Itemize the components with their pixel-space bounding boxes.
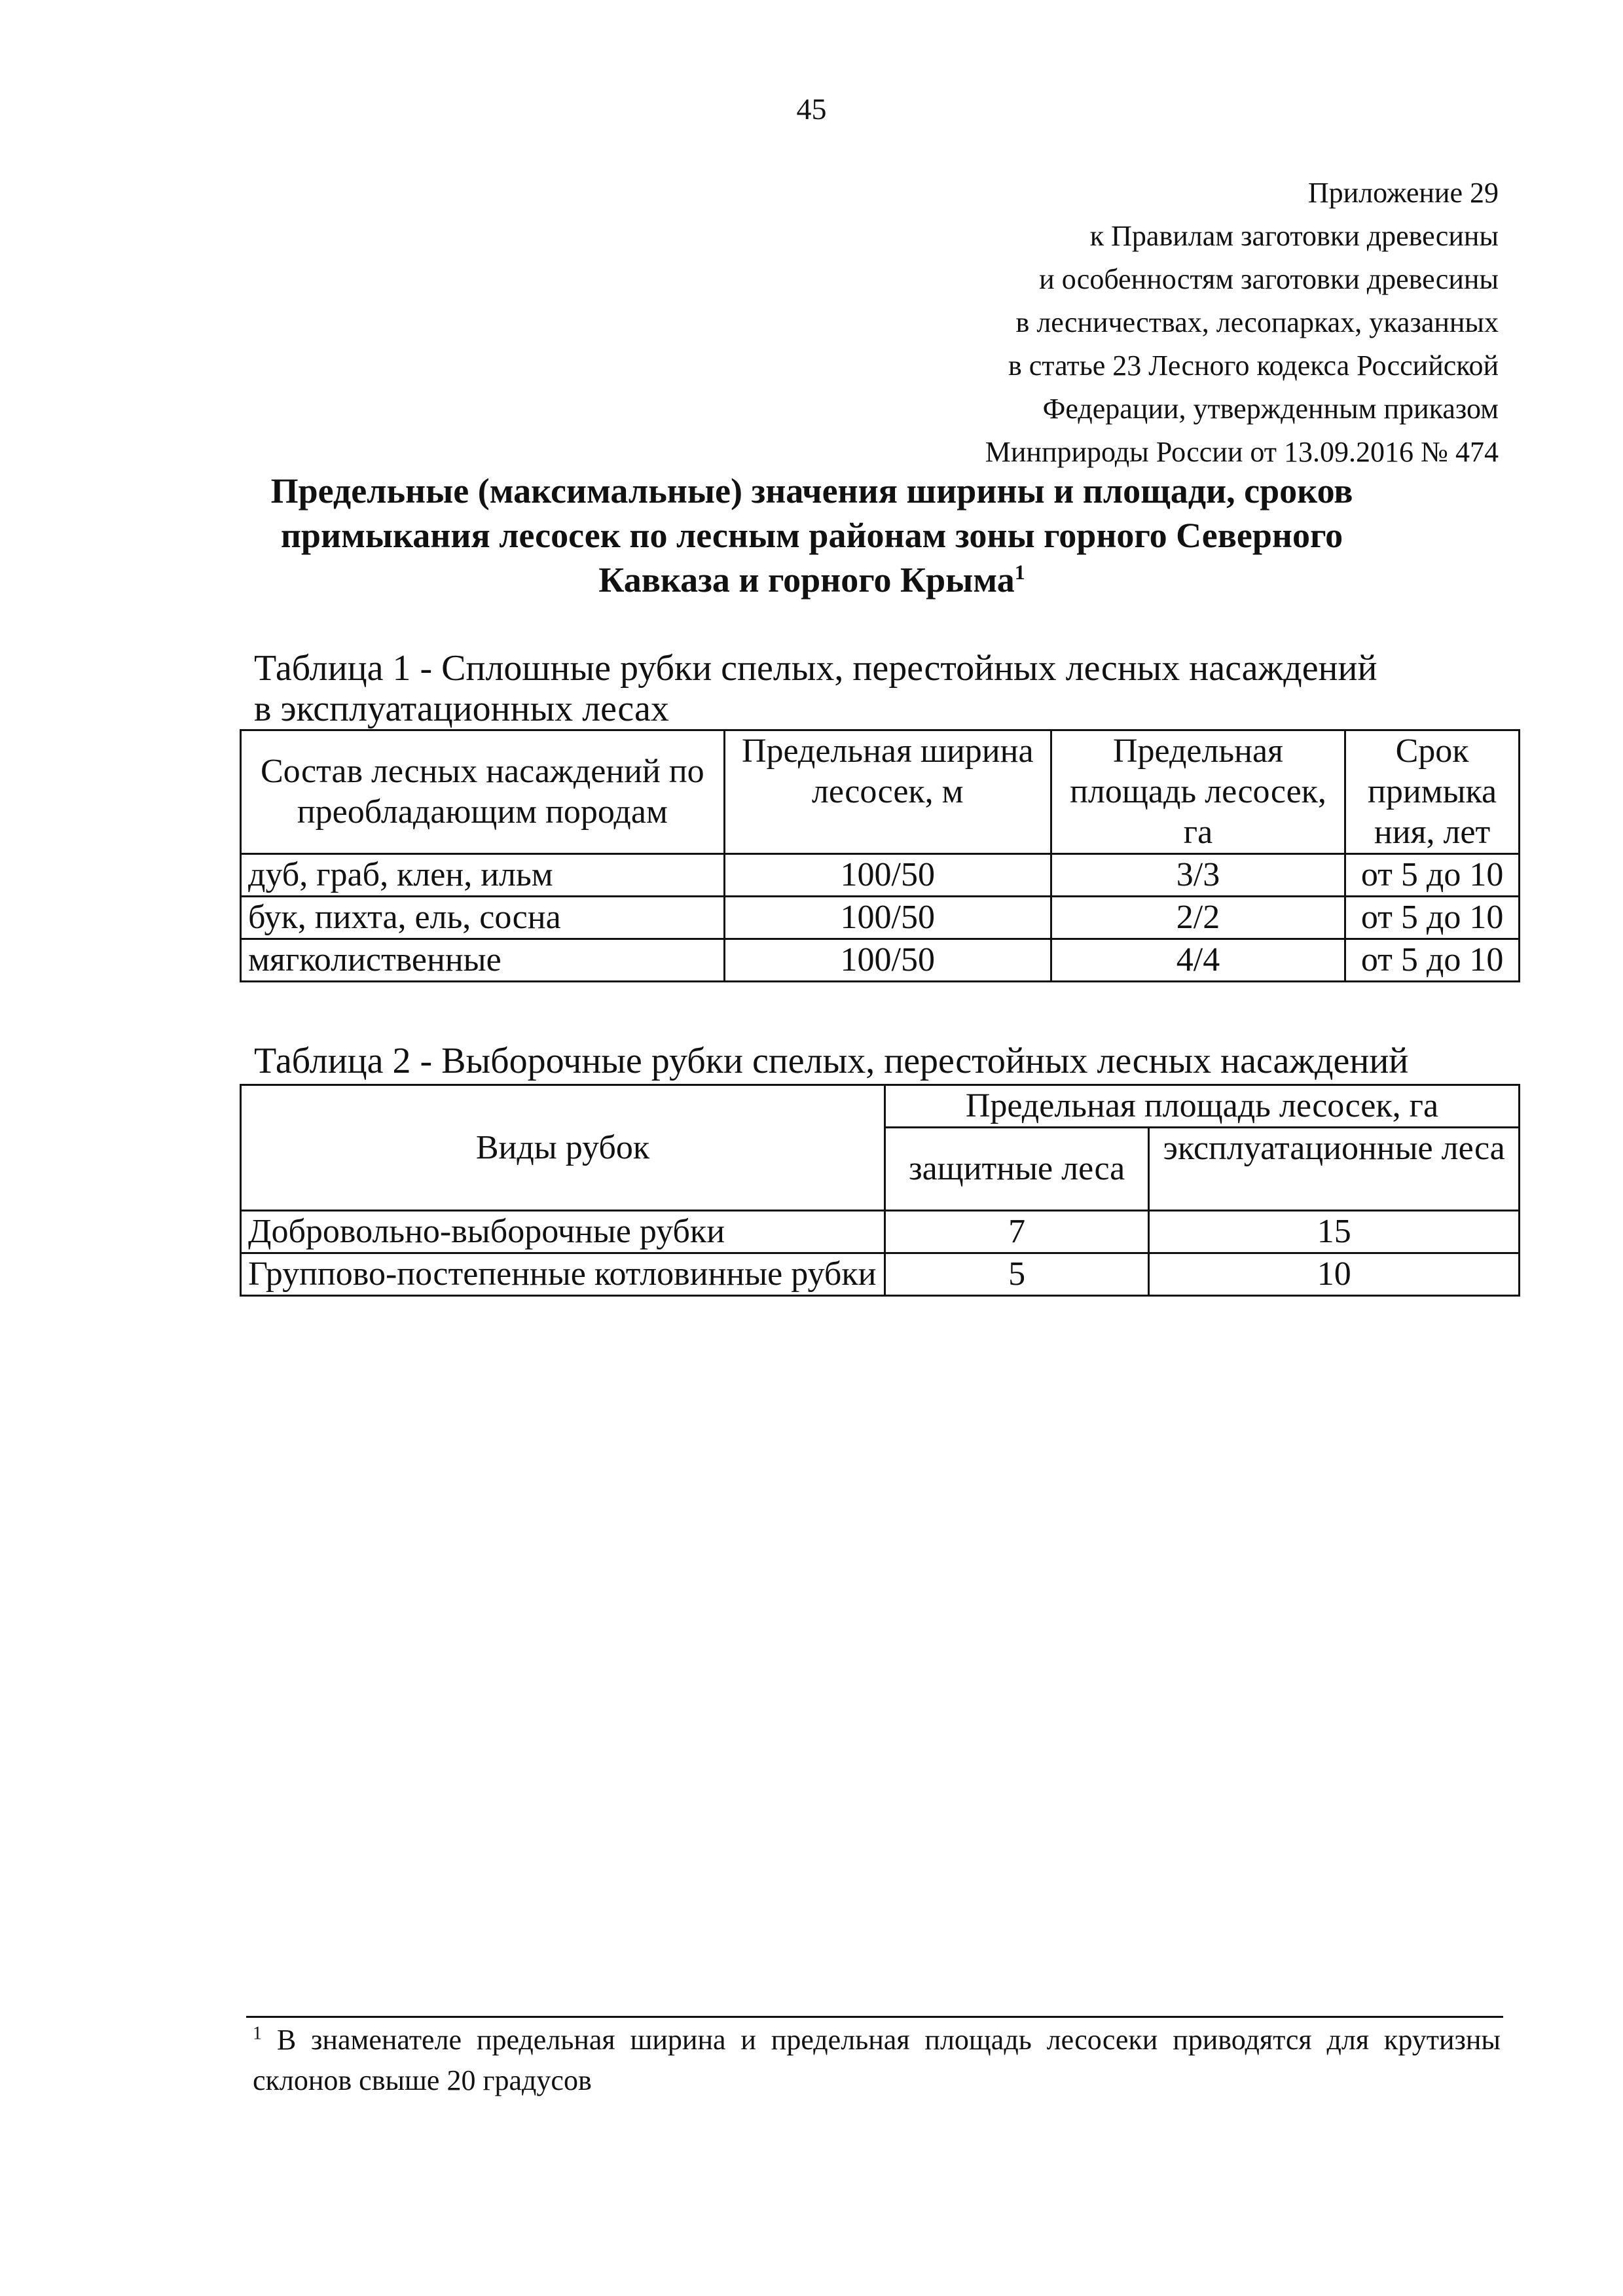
table-row — [241, 1211, 1520, 1253]
table-header-cell: Предельная площадь лесосек, га — [1051, 730, 1345, 854]
appendix-line: к Правилам заготовки древесины — [1089, 220, 1499, 252]
appendix-line: Приложение 29 — [1307, 177, 1499, 209]
table1 — [240, 729, 1520, 982]
table-header-cell: Предельная площадь лесосек, га — [884, 1085, 1519, 1128]
document-title — [249, 469, 1375, 602]
footnote — [253, 2020, 1501, 2101]
table-cell: 10 — [1149, 1253, 1520, 1296]
appendix-reference — [985, 171, 1499, 474]
appendix-line: Федерации, утвержденным приказом — [1042, 393, 1499, 425]
table-cell: дуб, граб, клен, ильм — [241, 854, 725, 897]
table-cell: 7 — [884, 1211, 1148, 1253]
table-row — [241, 897, 1520, 939]
table-cell: 100/50 — [724, 897, 1051, 939]
table-cell: Группово-постепенные котловинные рубки — [241, 1253, 885, 1296]
title-footnote-mark: 1 — [1014, 560, 1025, 584]
table1-caption — [254, 648, 1377, 729]
table-cell: 100/50 — [724, 854, 1051, 897]
document-title-text: Предельные (максимальные) значения ширины и площади, сроков примыкания лесосек по лесным районам зоны горного Северного Кавказа и горного Крыма — [270, 471, 1353, 600]
table-header-row — [241, 1085, 1520, 1128]
table-cell: бук, пихта, ель, сосна — [241, 897, 725, 939]
table-header-cell: эксплуатационные леса — [1149, 1128, 1520, 1211]
table-cell: 3/3 — [1051, 854, 1345, 897]
table-cell: Добровольно-выборочные рубки — [241, 1211, 885, 1253]
table-header-cell: защитные леса — [884, 1128, 1148, 1211]
footnote-text: В знаменателе предельная ширина и предельная площадь лесосеки приводятся для крутизны склонов свыше 20 градусов — [253, 2024, 1501, 2096]
table1-caption-line: Таблица 1 - Сплошные рубки спелых, перестойных лесных насаждений — [254, 648, 1377, 689]
table-cell: мягколиственные — [241, 939, 725, 982]
table-cell: от 5 до 10 — [1345, 854, 1520, 897]
appendix-line: и особенностям заготовки древесины — [1039, 263, 1499, 295]
footnote-divider — [246, 2016, 1503, 2018]
table-header-cell: Состав лесных насаждений по преобладающим породам — [241, 730, 725, 854]
table2 — [240, 1084, 1520, 1297]
table-row — [241, 939, 1520, 982]
table-row — [241, 854, 1520, 897]
table-cell: от 5 до 10 — [1345, 939, 1520, 982]
table-cell: 15 — [1149, 1211, 1520, 1253]
appendix-line: в лесничествах, лесопарках, указанных — [1015, 306, 1499, 338]
table-header-cell: Срок примыка ния, лет — [1345, 730, 1520, 854]
appendix-line: Минприроды России от 13.09.2016 № 474 — [985, 436, 1499, 468]
table-header-cell: Виды рубок — [241, 1085, 885, 1211]
table-header-cell: Предельная ширина лесосек, м — [724, 730, 1051, 854]
table-cell: 2/2 — [1051, 897, 1345, 939]
table-cell: от 5 до 10 — [1345, 897, 1520, 939]
table-cell: 4/4 — [1051, 939, 1345, 982]
table-cell: 100/50 — [724, 939, 1051, 982]
table-row — [241, 1253, 1520, 1296]
table-cell: 5 — [884, 1253, 1148, 1296]
footnote-mark: 1 — [253, 2023, 262, 2044]
table2-caption: Таблица 2 - Выборочные рубки спелых, перестойных лесных насаждений — [254, 1041, 1409, 1081]
page-number: 45 — [796, 92, 827, 126]
table-header-row — [241, 730, 1520, 854]
appendix-line: в статье 23 Лесного кодекса Российской — [1008, 350, 1499, 382]
table1-caption-line: в эксплуатационных лесах — [254, 689, 669, 729]
